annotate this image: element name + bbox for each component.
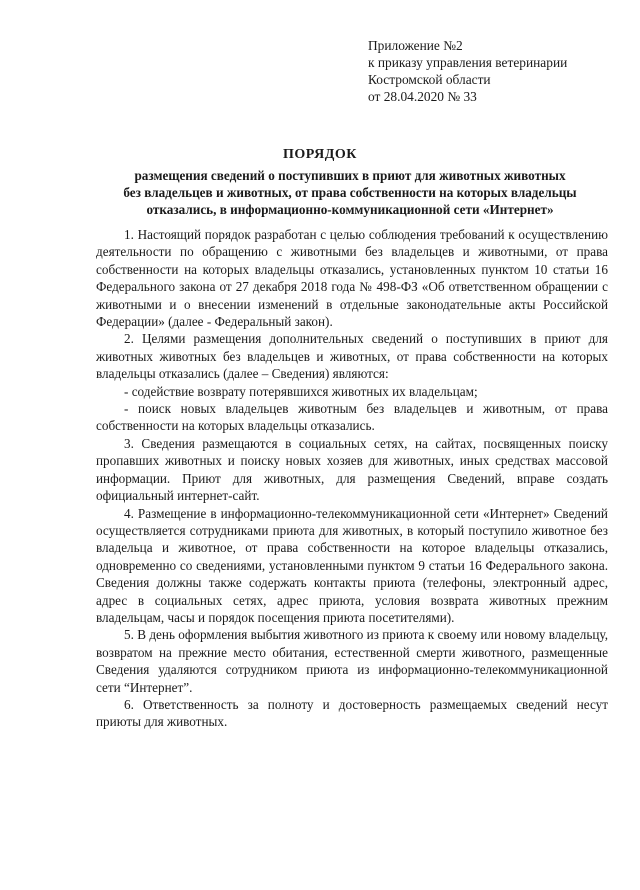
subtitle-line: размещения сведений о поступивших в приют для животных животных [134,168,566,183]
list-item-return: - содействие возврату потерявшихся животных их владельцам; [124,383,478,399]
document-title: ПОРЯДОК [283,147,357,162]
subtitle-line: отказались, в информационно-коммуникационной сети «Интернет» [146,202,554,217]
appendix-header [368,37,567,105]
paragraph-4: 4. Размещение в информационно-телекоммуникационной сети «Интернет» Сведений осуществляется сотрудниками приюта для животных, в который поступило животное без владельца и животное, от права собственности на которое владельцы отказались, одновременно со сведениями, установленными пунктом 9 статьи 16 Федерального закона. Сведения должны также содержать контакты приюта (телефоны, электронный адрес, адрес в социальных сетях, адрес приюта, условия возврата животных прежним владельцам, часы и порядок посещения приюта посетителями). [96,505,608,625]
paragraph-3: 3. Сведения размещаются в социальных сетях, на сайтах, посвященных поиску пропавших животных и поиску новых хозяев для животных, иных средствах массовой информации. Приют для животных, для размещения Сведений, вправе создать официальный интернет-сайт. [96,435,608,504]
document-subtitle [90,167,610,218]
subtitle-line: без владельцев и животных, от права собственности на которых владельцы [123,185,577,200]
paragraph-2: 2. Целями размещения дополнительных сведений о поступивших в приют для животных животных без владельцев и животных, от права собственности на которых владельцы отказались (далее – Сведения) являются: [96,331,608,382]
document-body [96,226,608,731]
paragraph-5: 5. В день оформления выбытия животного из приюта к своему или новому владельцу, возвратом на прежние место обитания, естественной смерти животного, размещенные Сведения удаляются сотрудником приюта из информационно-телекоммуникационной сети “Интернет”. [96,627,608,695]
header-line-order: к приказу управления ветеринарии [368,55,568,70]
header-line-appendix: Приложение №2 [368,38,463,53]
paragraph-6: 6. Ответственность за полноту и достоверность размещаемых сведений несут приюты для животных. [96,696,608,730]
header-line-date: от 28.04.2020 № 33 [368,89,477,104]
list-item-new-owners: - поиск новых владельцев животным без владельцев и животным, от права собственности на которых владельцы отказались. [96,401,608,434]
paragraph-1: 1. Настоящий порядок разработан с целью соблюдения требований к осуществлению деятельности по обращению с животными без владельцев и животными, от права собственности на которых владельцы отказались, установленных пунктом 10 статьи 16 Федерального закона от 27 декабря 2018 года № 498-ФЗ «Об ответственном обращении с животными и о внесении изменений в отдельные законодательные акты Российской Федерации» (далее - Федеральный закон). [96,227,608,330]
header-line-region: Костромской области [368,72,491,87]
